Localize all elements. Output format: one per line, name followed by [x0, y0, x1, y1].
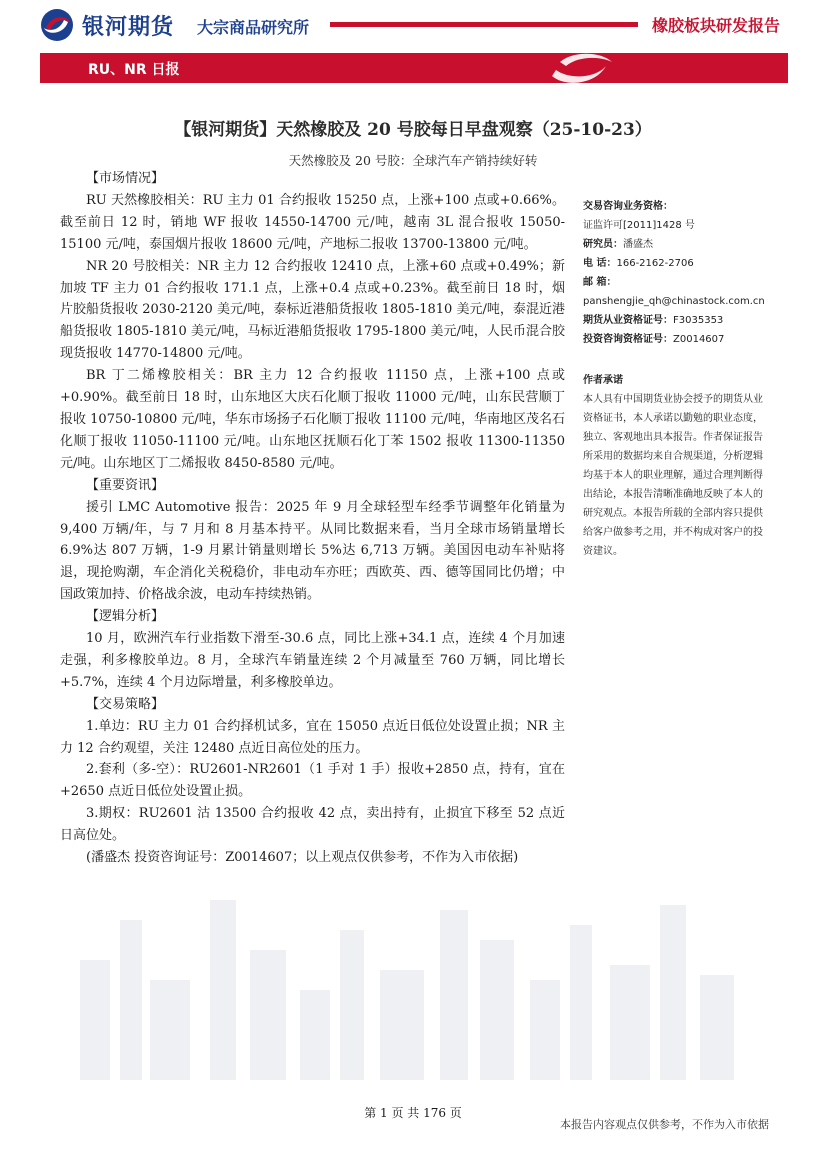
strategy-options: 3.期权：RU2601 沽 13500 合约报收 42 点，卖出持有，止损宜下移至 52 点近日高位处。 — [60, 806, 565, 844]
author-sidebar — [583, 197, 771, 561]
phone-number: 166-2162-2706 — [616, 258, 694, 269]
strategy-heading: 【交易策略】 — [86, 696, 165, 712]
footer-disclaimer: 本报告内容观点仅供参考，不作为入市依据 — [560, 1118, 769, 1131]
author-signature: (潘盛杰 投资咨询证号：Z0014607；以上观点仅供参考，不作为入市依据) — [86, 850, 519, 866]
news-paragraph: 援引 LMC Automotive 报告：2025 年 9 月全球轻型车经季节调整年化销量为 9,400 万辆/年，与 7 月和 8 月基本持平。从同比数据来看，当月全球市场销量增长 6.9%达 807 万辆，1-9 月累计销量则增长 5%达 6,713 万辆。美国因电动车补贴将退，现抢购潮，车企消化关税稳价，非电动车亦旺；西欧英、西、德等国同比仍增；中国政策加持、价格战余波，电动车持续热销。 — [60, 499, 565, 603]
news-heading: 【重要资讯】 — [86, 477, 165, 493]
market-ru-paragraph: RU 天然橡胶相关：RU 主力 01 合约报收 15250 点，上涨+100 点或+0.66%。截至前日 12 时，销地 WF 报收 14550-14700 元/吨，越南 3L 混合报收 15050-15100 元/吨，泰国烟片报收 18600 元/吨，产地标二报收 13700-13800 元/吨。 — [60, 192, 565, 252]
license-number: 证监许可[2011]1428 号 — [583, 220, 695, 231]
email-address[interactable]: panshengjie_qh@chinastock.com.cn — [583, 296, 765, 307]
market-br-paragraph: BR 丁二烯橡胶相关：BR 主力 12 合约报收 11150 点，上涨+100 点或+0.90%。截至前日 18 时，山东地区大庆石化顺丁报收 11000 元/吨，山东民营顺丁报收 10750-10800 元/吨，华东市场扬子石化顺丁报收 11100 元/吨，华南地区茂名石化顺丁报收 11050-11100 元/吨。山东地区抚顺石化丁苯 1502 报收 11300-11350 元/吨。山东地区丁二烯报收 8450-8580 元/吨。 — [60, 368, 565, 471]
strategy-arbitrage: 2.套利（多-空）：RU2601-NR2601（1 手对 1 手）报收+2850 点，持有，宜在+2650 点近日低位处设置止损。 — [60, 762, 565, 800]
header-rule — [330, 22, 638, 27]
email-label: 邮 箱： — [583, 277, 617, 288]
market-heading: 【市场情况】 — [86, 171, 165, 186]
pledge-title: 作者承诺 — [583, 375, 623, 386]
page-title: 【银河期货】天然橡胶及 20 号胶每日早盘观察（25-10-23） — [174, 120, 652, 140]
futures-license-id: F3035353 — [673, 315, 724, 326]
phone-label: 电 话： — [583, 258, 617, 269]
banner-swirl-icon — [546, 48, 618, 88]
market-nr-paragraph: NR 20 号胶相关：NR 主力 12 合约报收 12410 点，上涨+60 点或+0.49%；新加坡 TF 主力 01 合约报收 171.1 点，上涨+0.4 点或+0.23%。截至前日 18 时，烟片胶船货报收 2030-2120 美元/吨，泰标近港船货报收 1805-1810 美元/吨，泰混近港船货报收 1805-1810 美元/吨，马标近港船货报收 1795-1800 美元/吨，人民币混合胶现货报收 14770-14800 元/吨。 — [60, 258, 565, 362]
logic-paragraph: 10 月，欧洲汽车行业指数下滑至-30.6 点，同比上涨+34.1 点，连续 4 个月加速走强，利多橡胶单边。8 月，全球汽车销量连续 2 个月减量至 760 万辆，同比增长+5.7%，连续 4 个月边际增量，利多橡胶单边。 — [60, 631, 565, 690]
consult-license-id: Z0014607 — [673, 334, 725, 345]
institute-name: 大宗商品研究所 — [197, 18, 310, 37]
futures-license-label: 期货从业资格证号： — [583, 315, 673, 326]
logic-heading: 【逻辑分析】 — [86, 609, 165, 625]
qualification-label: 交易咨询业务资格： — [583, 201, 673, 212]
report-type: 橡胶板块研发报告 — [652, 16, 781, 35]
brand-name: 银河期货 — [82, 15, 175, 40]
pledge-text: 本人具有中国期货业协会授予的期货从业资格证书，本人承诺以勤勉的职业态度，独立、客观地出具本报告。作者保证报告所采用的数据均来自合规渠道，分析逻辑均基于本人的职业理解，通过合理判断得出结论，本报告清晰准确地反映了本人的研究观点。本报告所载的全部内容只提供给客户做参考之用，并不构成对客户的投资建议。 — [583, 394, 763, 557]
banner-title: RU、NR 日报 — [88, 62, 180, 78]
consult-license-label: 投资咨询资格证号： — [583, 334, 673, 345]
report-body — [60, 168, 565, 869]
strategy-single: 1.单边：RU 主力 01 合约择机试多，宜在 15050 点近日低位处设置止损；NR 主力 12 合约观望，关注 12480 点近日高位处的压力。 — [60, 718, 565, 756]
page-subtitle: 天然橡胶及 20 号胶：全球汽车产销持续好转 — [288, 153, 538, 168]
researcher-label: 研究员： — [583, 239, 623, 250]
researcher-name: 潘盛杰 — [623, 239, 653, 250]
skyline-watermark — [40, 880, 788, 1080]
galaxy-logo-icon — [40, 8, 74, 42]
page-number: 第 1 页 共 176 页 — [364, 1106, 462, 1120]
